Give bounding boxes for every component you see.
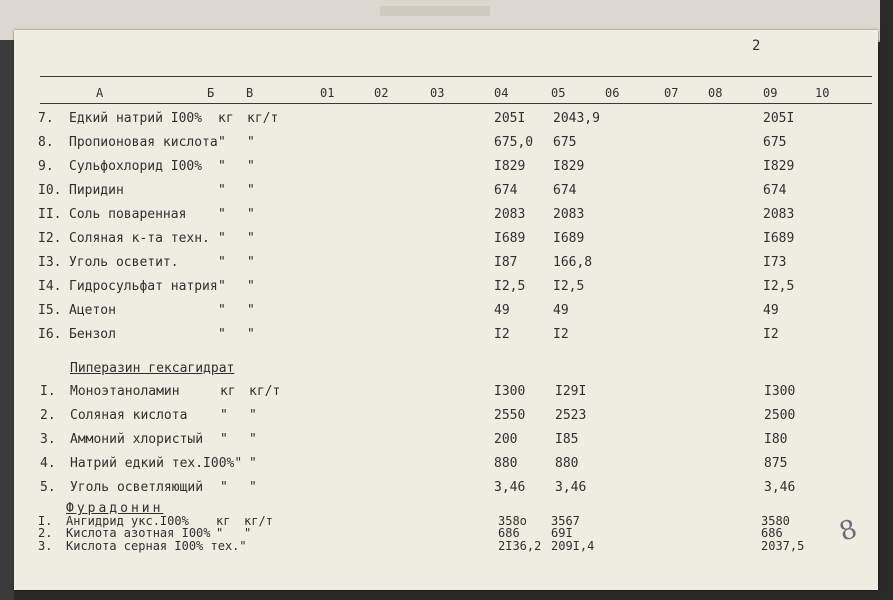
unit-per-ton-cell: " — [247, 135, 255, 150]
unit-per-ton-cell: " — [249, 408, 257, 423]
item-name: Ацетон — [69, 303, 116, 318]
row-number: 3. — [40, 432, 56, 447]
value-col-05: 2523 — [555, 408, 587, 423]
row-number: I5. — [38, 303, 62, 318]
value-col-09: 3,46 — [764, 480, 796, 495]
row-number: 7. — [38, 111, 54, 126]
binder-edge — [0, 40, 14, 600]
unit-cell: " — [220, 480, 228, 495]
value-col-05: I829 — [553, 159, 585, 174]
header-bottom-rule — [40, 103, 872, 104]
value-col-05: 880 — [555, 456, 579, 471]
unit-cell: " — [218, 327, 226, 342]
row-number: 5. — [40, 480, 56, 495]
unit-cell: " — [220, 408, 228, 423]
row-number: I0. — [38, 183, 62, 198]
unit-cell: кг — [216, 514, 231, 528]
column-header-08: 08 — [708, 86, 723, 100]
value-col-05: 675 — [553, 135, 577, 150]
value-col-04: I829 — [494, 159, 526, 174]
unit-cell: " — [218, 207, 226, 222]
column-header-03: 03 — [430, 86, 445, 100]
row-number: II. — [38, 207, 62, 222]
column-header-b: Б — [207, 86, 215, 100]
value-col-04: 205I — [494, 111, 526, 126]
value-col-05: I2 — [553, 327, 569, 342]
unit-per-ton-cell: кг/т — [249, 384, 281, 399]
value-col-05: 49 — [553, 303, 569, 318]
value-col-04: 880 — [494, 456, 518, 471]
item-name: Кислота серная I00% тех." — [66, 539, 247, 553]
column-header-05: 05 — [551, 86, 566, 100]
item-name: Гидросульфат натрия — [69, 279, 218, 294]
value-col-09: 3580 — [761, 514, 790, 528]
value-col-04: 200 — [494, 432, 518, 447]
unit-per-ton-cell: " — [247, 207, 255, 222]
row-number: I. — [40, 384, 56, 399]
row-number: I4. — [38, 279, 62, 294]
value-col-05: 209I,4 — [551, 539, 595, 553]
value-col-05: 69I — [551, 526, 573, 540]
row-number: 2. — [38, 526, 53, 540]
unit-per-ton-cell: " — [247, 255, 255, 270]
value-col-05: 2083 — [553, 207, 585, 222]
unit-per-ton-cell: " — [244, 526, 252, 540]
row-number: 8. — [38, 135, 54, 150]
item-name: Бензол — [69, 327, 116, 342]
unit-per-ton-cell: кг/т — [247, 111, 279, 126]
value-col-05: 166,8 — [553, 255, 593, 270]
row-number: I. — [38, 514, 53, 528]
row-number: I6. — [38, 327, 62, 342]
value-col-04: 686 — [498, 526, 520, 540]
column-header-06: 06 — [605, 86, 620, 100]
item-name: Пропионовая кислота — [69, 135, 218, 150]
value-col-05: 2043,9 — [553, 111, 600, 126]
value-col-04: 358о — [498, 514, 527, 528]
item-name: Моноэтаноламин — [70, 384, 180, 399]
unit-cell: кг — [220, 384, 236, 399]
row-number: 9. — [38, 159, 54, 174]
value-col-04: 675,0 — [494, 135, 534, 150]
item-name: Натрий едкий тех.I00%" — [70, 456, 243, 471]
column-header-04: 04 — [494, 86, 509, 100]
column-header-v: В — [246, 86, 254, 100]
row-number: 4. — [40, 456, 56, 471]
column-header-07: 07 — [664, 86, 679, 100]
value-col-04: I300 — [494, 384, 526, 399]
item-name: Сульфохлорид I00% — [69, 159, 203, 174]
value-col-09: 875 — [764, 456, 788, 471]
value-col-09: 2037,5 — [761, 539, 805, 553]
column-header-01: 01 — [320, 86, 335, 100]
item-name: Едкий натрий I00% — [69, 111, 203, 126]
unit-per-ton-cell: " — [249, 432, 257, 447]
value-col-09: I689 — [763, 231, 795, 246]
item-name: Пиридин — [69, 183, 124, 198]
unit-per-ton-cell: " — [249, 480, 257, 495]
value-col-09: 686 — [761, 526, 783, 540]
value-col-04: I2 — [494, 327, 510, 342]
value-col-05: I29I — [555, 384, 587, 399]
unit-cell: " — [218, 279, 226, 294]
unit-cell: кг — [218, 111, 234, 126]
value-col-09: 674 — [763, 183, 787, 198]
item-name: Аммоний хлористый — [70, 432, 204, 447]
value-col-09: 49 — [763, 303, 779, 318]
item-name: Соль поваренная — [69, 207, 187, 222]
page-number: 2 — [752, 38, 761, 54]
unit-cell: " — [218, 183, 226, 198]
row-number: 3. — [38, 539, 53, 553]
value-col-04: 2I36,2 — [498, 539, 542, 553]
item-name: Уголь осветляющий — [70, 480, 204, 495]
unit-per-ton-cell: " — [247, 159, 255, 174]
value-col-05: 3,46 — [555, 480, 587, 495]
item-name: Соляная кислота — [70, 408, 188, 423]
unit-per-ton-cell: " — [247, 279, 255, 294]
value-col-04: 674 — [494, 183, 518, 198]
unit-cell: " — [220, 432, 228, 447]
unit-per-ton-cell: кг/т — [244, 514, 273, 528]
unit-per-ton-cell: " — [249, 456, 257, 471]
column-header-09: 09 — [763, 86, 778, 100]
value-col-04: I87 — [494, 255, 518, 270]
unit-per-ton-cell: " — [247, 327, 255, 342]
value-col-05: I85 — [555, 432, 579, 447]
value-col-04: 3,46 — [494, 480, 526, 495]
unit-per-ton-cell: " — [247, 303, 255, 318]
item-name: Кислота азотная I00% — [66, 526, 211, 540]
value-col-05: I2,5 — [553, 279, 585, 294]
table-top-rule — [40, 76, 872, 77]
unit-cell: " — [218, 135, 226, 150]
value-col-05: 674 — [553, 183, 577, 198]
unit-cell: " — [216, 526, 224, 540]
unit-per-ton-cell: " — [247, 183, 255, 198]
column-header-a: А — [96, 86, 104, 100]
item-name: Ангидрид укс.I00% — [66, 514, 189, 528]
unit-cell: " — [218, 303, 226, 318]
item-name: Уголь осветит. — [69, 255, 179, 270]
value-col-04: I2,5 — [494, 279, 526, 294]
column-header-10: 10 — [815, 86, 830, 100]
unit-cell: " — [218, 231, 226, 246]
section-title: Фурадонин — [66, 501, 164, 516]
value-col-09: I80 — [764, 432, 788, 447]
handwritten-margin-mark: 8 — [835, 514, 861, 548]
value-col-04: 2083 — [494, 207, 526, 222]
row-number: I2. — [38, 231, 62, 246]
row-number: I3. — [38, 255, 62, 270]
value-col-04: 49 — [494, 303, 510, 318]
value-col-09: I73 — [763, 255, 787, 270]
column-header-02: 02 — [374, 86, 389, 100]
value-col-09: 205I — [763, 111, 795, 126]
value-col-09: I829 — [763, 159, 795, 174]
unit-cell: " — [218, 159, 226, 174]
value-col-05: I689 — [553, 231, 585, 246]
value-col-09: 675 — [763, 135, 787, 150]
value-col-09: 2083 — [763, 207, 795, 222]
unit-per-ton-cell: " — [247, 231, 255, 246]
value-col-05: 3567 — [551, 514, 580, 528]
unit-cell: " — [218, 255, 226, 270]
value-col-09: I2 — [763, 327, 779, 342]
value-col-09: 2500 — [764, 408, 796, 423]
value-col-04: I689 — [494, 231, 526, 246]
section-title: Пиперазин гексагидрат — [70, 361, 235, 376]
value-col-09: I300 — [764, 384, 796, 399]
value-col-04: 2550 — [494, 408, 526, 423]
row-number: 2. — [40, 408, 56, 423]
item-name: Соляная к-та техн. — [69, 231, 210, 246]
bleed-through-mark — [380, 6, 490, 16]
value-col-09: I2,5 — [763, 279, 795, 294]
